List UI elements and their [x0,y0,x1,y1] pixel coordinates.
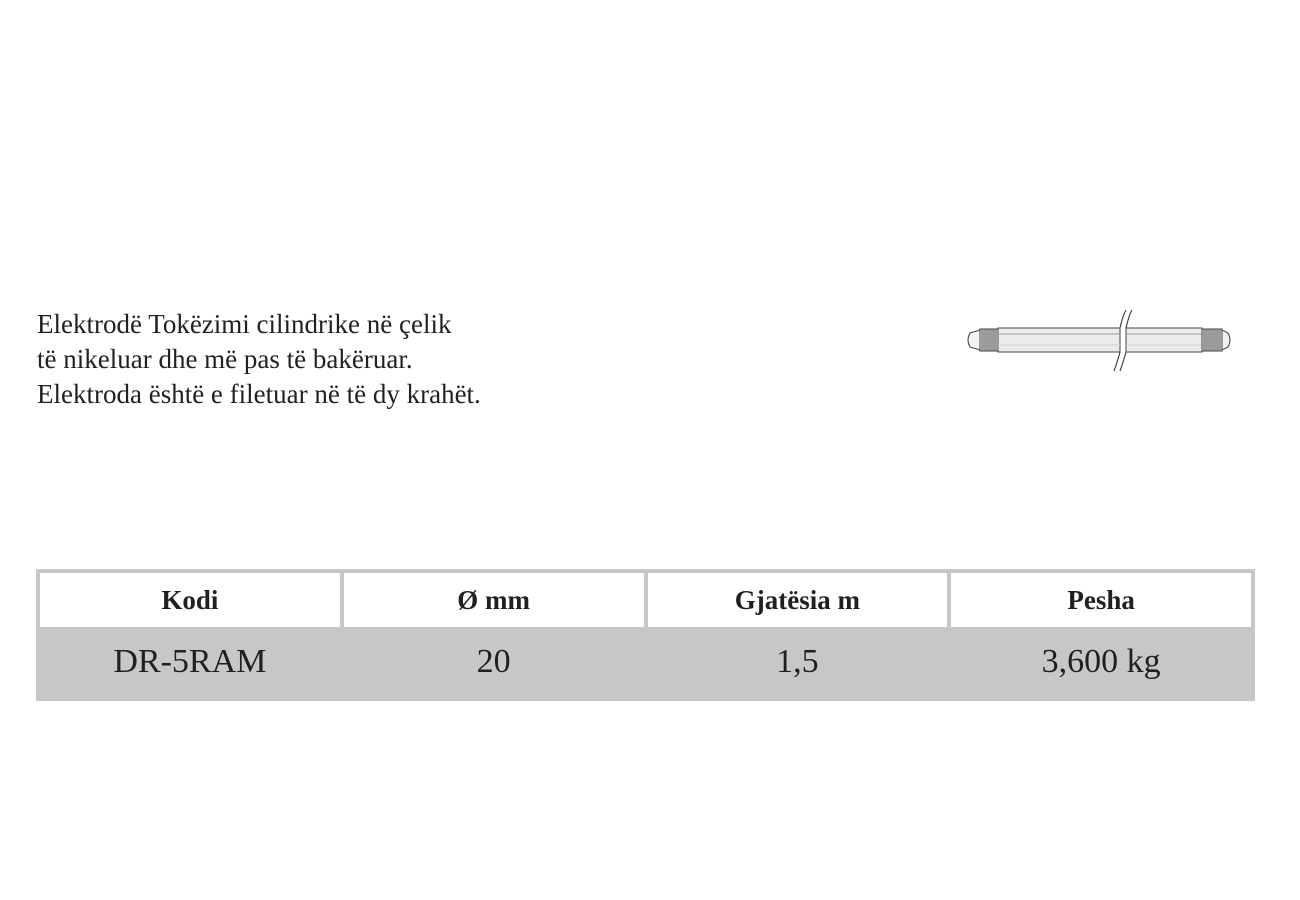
description-line: të nikeluar dhe më pas të bakëruar. [37,344,413,374]
description-line: Elektrodë Tokëzimi cilindrike në çelik [37,309,452,339]
cell-length: 1,5 [648,631,948,693]
table-row [40,631,1251,693]
header-diameter: Ø mm [344,573,644,627]
cell-diameter: 20 [344,631,644,693]
table-header-row [40,573,1251,627]
rod-shaft-right [1126,328,1202,352]
header-code: Kodi [40,573,340,627]
cell-weight: 3,600 kg [951,631,1251,693]
description-line: Elektroda është e filetuar në të dy krahët. [37,379,481,409]
rod-shaft-left [998,328,1120,352]
spec-table-container [36,569,1255,701]
header-length: Gjatësia m [648,573,948,627]
product-description [37,307,481,412]
right-thread-icon [1202,329,1230,351]
grounding-rod-illustration [960,305,1240,377]
cell-code: DR-5RAM [40,631,340,693]
left-thread-icon [968,329,998,351]
spec-table [36,569,1255,697]
header-weight: Pesha [951,573,1251,627]
